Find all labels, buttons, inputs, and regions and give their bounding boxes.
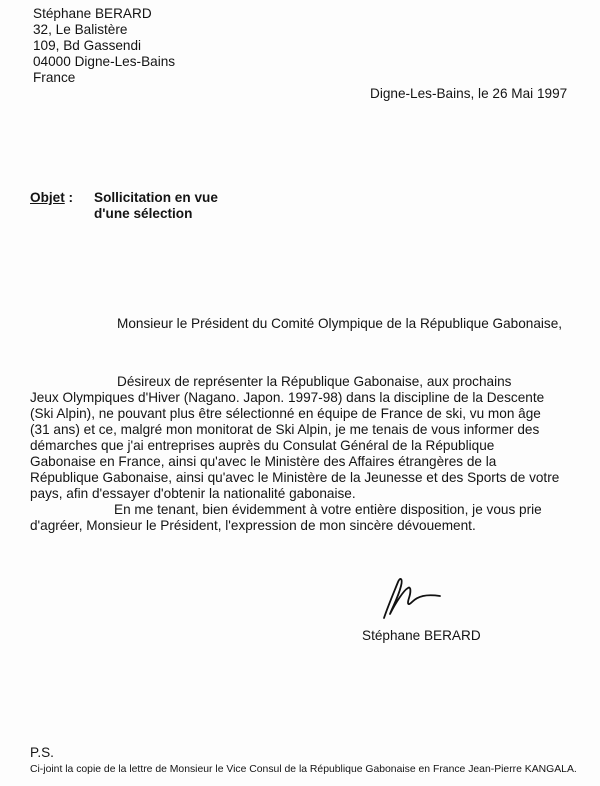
subject-label-separator: : [64, 190, 74, 205]
subject-line: d'une sélection [94, 206, 193, 221]
salutation: Monsieur le Président du Comité Olympique de la République Gabonaise, [117, 316, 563, 331]
paragraph-line: République Gabonaise, ainsi qu'avec le Ministère de la Jeunesse et des Sports de votre [30, 470, 560, 485]
body-paragraph-1 [30, 374, 575, 502]
sender-address-line: France [33, 70, 76, 85]
sender-name: Stéphane BERARD [33, 6, 152, 21]
paragraph-line: Jeux Olympiques d'Hiver (Nagano. Japon. 1997-98) dans la discipline de la Descente [30, 390, 545, 405]
paragraph-line: démarches que j'ai entreprises auprès du Consulat Général de la République [30, 438, 495, 453]
paragraph-line: Gabonaise en France, ainsi qu'avec le Ministère des Affaires étrangères de la [30, 454, 497, 469]
paragraph-line: (Ski Alpin), ne pouvant plus être sélectionné en équipe de France de ski, vu mon âge [30, 406, 541, 421]
sender-address-line: 109, Bd Gassendi [33, 38, 142, 53]
place-and-date: Digne-Les-Bains, le 26 Mai 1997 [370, 86, 568, 101]
postscript-note: Ci-joint la copie de la lettre de Monsieur le Vice Consul de la République Gabonaise en France Jean-Pierre KANGALA. [30, 764, 577, 775]
sender-address-line: 04000 Digne-Les-Bains [33, 54, 176, 69]
paragraph-line: d'agréer, Monsieur le Président, l'expression de mon sincère dévouement. [30, 518, 476, 533]
paragraph-line: (31 ans) et ce, malgré mon monitorat de Ski Alpin, je me tenais de vous informer des [30, 422, 540, 437]
postscript-label: P.S. [30, 745, 54, 760]
sender-block [33, 6, 175, 86]
subject-text [94, 190, 218, 222]
subject-label [30, 190, 73, 206]
paragraph-line: pays, afin d'essayer d'obtenir la nationalité gabonaise. [30, 486, 356, 501]
handwritten-signature [370, 572, 450, 622]
subject-line: Sollicitation en vue [94, 190, 218, 205]
subject-label-text: Objet [30, 190, 65, 205]
paragraph-line: Désireux de représenter la République Gabonaise, aux prochains [117, 374, 512, 389]
signature-name: Stéphane BERARD [362, 628, 481, 643]
body-paragraph-2 [30, 502, 575, 534]
sender-address-line: 32, Le Balistère [33, 22, 128, 37]
paragraph-line: En me tenant, bien évidemment à votre entière disposition, je vous prie [114, 502, 542, 517]
